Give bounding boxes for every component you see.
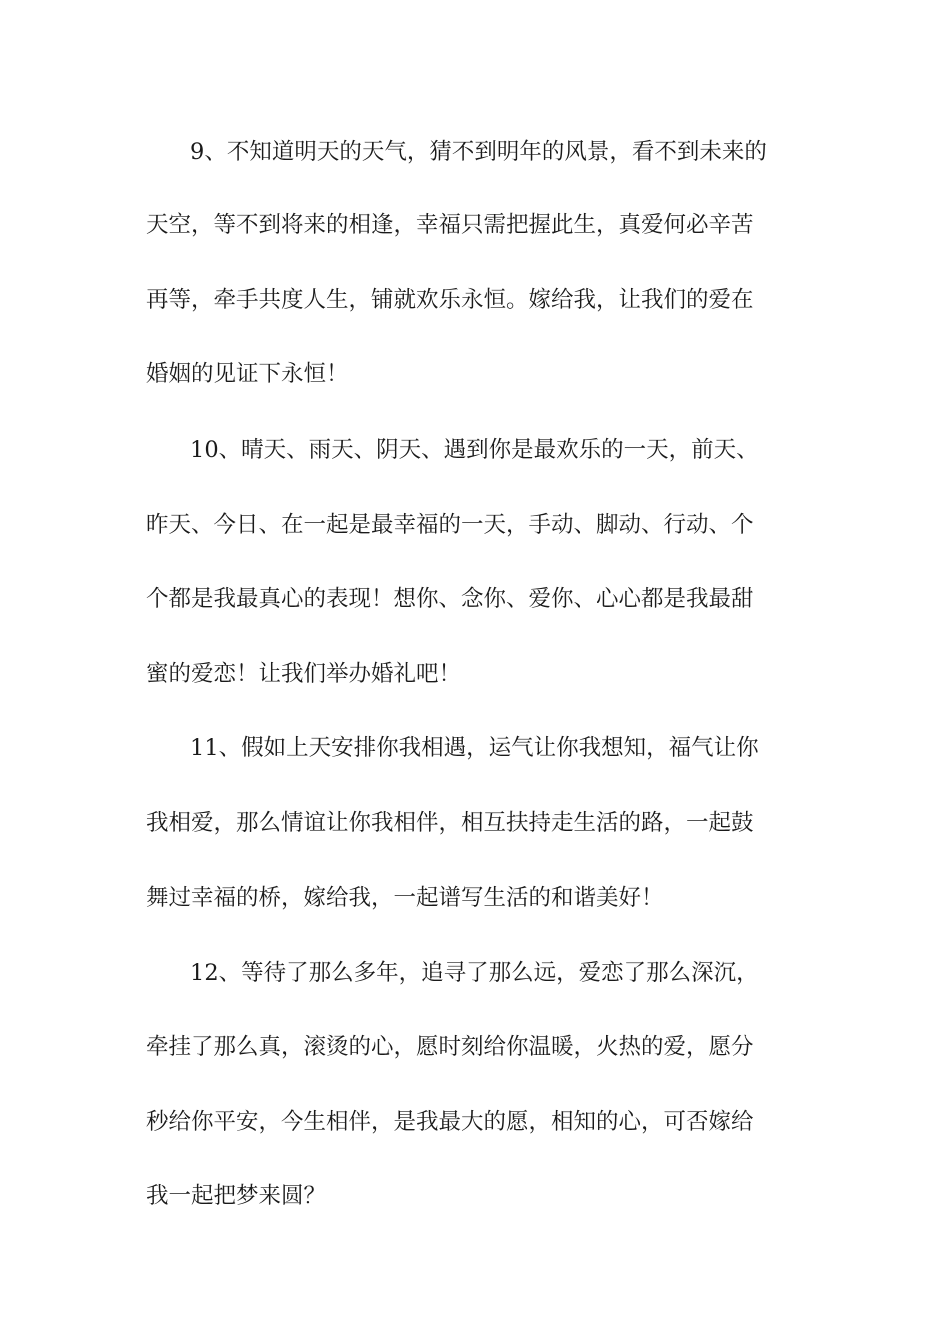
paragraph-10-line-3 [0,579,950,619]
paragraph-11-line-2 [0,803,950,843]
paragraph-11-line-1 [0,728,950,768]
text-line: 婚姻的见证下永恒！ [146,361,349,387]
text-line: 牵挂了那么真，滚烫的心，愿时刻给你温暖，火热的爱，愿分 [146,1034,754,1060]
paragraph-9-line-2 [0,205,950,245]
text-line: 个都是我最真心的表现！想你、念你、爱你、心心都是我最甜 [146,586,754,612]
text-line: 12、等待了那么多年，追寻了那么远，爱恋了那么深沉， [190,960,759,986]
paragraph-12-line-1 [0,953,950,993]
text-line: 昨天、今日、在一起是最幸福的一天，手动、脚动、行动、个 [146,512,754,538]
text-line: 11、假如上天安排你我相遇，运气让你我想知，福气让你 [190,735,759,761]
paragraph-10-line-4 [0,654,950,694]
text-line: 9、不知道明天的天气，猜不到明年的风景，看不到未来的 [190,139,767,165]
paragraph-9-line-1 [0,132,950,172]
text-line: 舞过幸福的桥，嫁给我，一起谱写生活的和谐美好！ [146,885,664,911]
paragraph-9-line-3 [0,280,950,320]
text-line: 我相爱，那么情谊让你我相伴，相互扶持走生活的路，一起鼓 [146,810,754,836]
text-line: 10、晴天、雨天、阴天、遇到你是最欢乐的一天，前天、 [190,437,759,463]
paragraph-12-line-2 [0,1027,950,1067]
text-line: 再等，牵手共度人生，铺就欢乐永恒。嫁给我，让我们的爱在 [146,287,754,313]
paragraph-12-line-3 [0,1102,950,1142]
text-line: 天空，等不到将来的相逢，幸福只需把握此生，真爱何必辛苦 [146,212,754,238]
text-line: 蜜的爱恋！让我们举办婚礼吧！ [146,661,462,687]
paragraph-9-line-4 [0,354,950,394]
paragraph-11-line-3 [0,878,950,918]
paragraph-12-line-4 [0,1176,950,1216]
paragraph-10-line-2 [0,505,950,545]
text-line: 秒给你平安，今生相伴，是我最大的愿，相知的心，可否嫁给 [146,1109,754,1135]
text-line: 我一起把梦来圆？ [146,1183,327,1209]
paragraph-10-line-1 [0,430,950,470]
